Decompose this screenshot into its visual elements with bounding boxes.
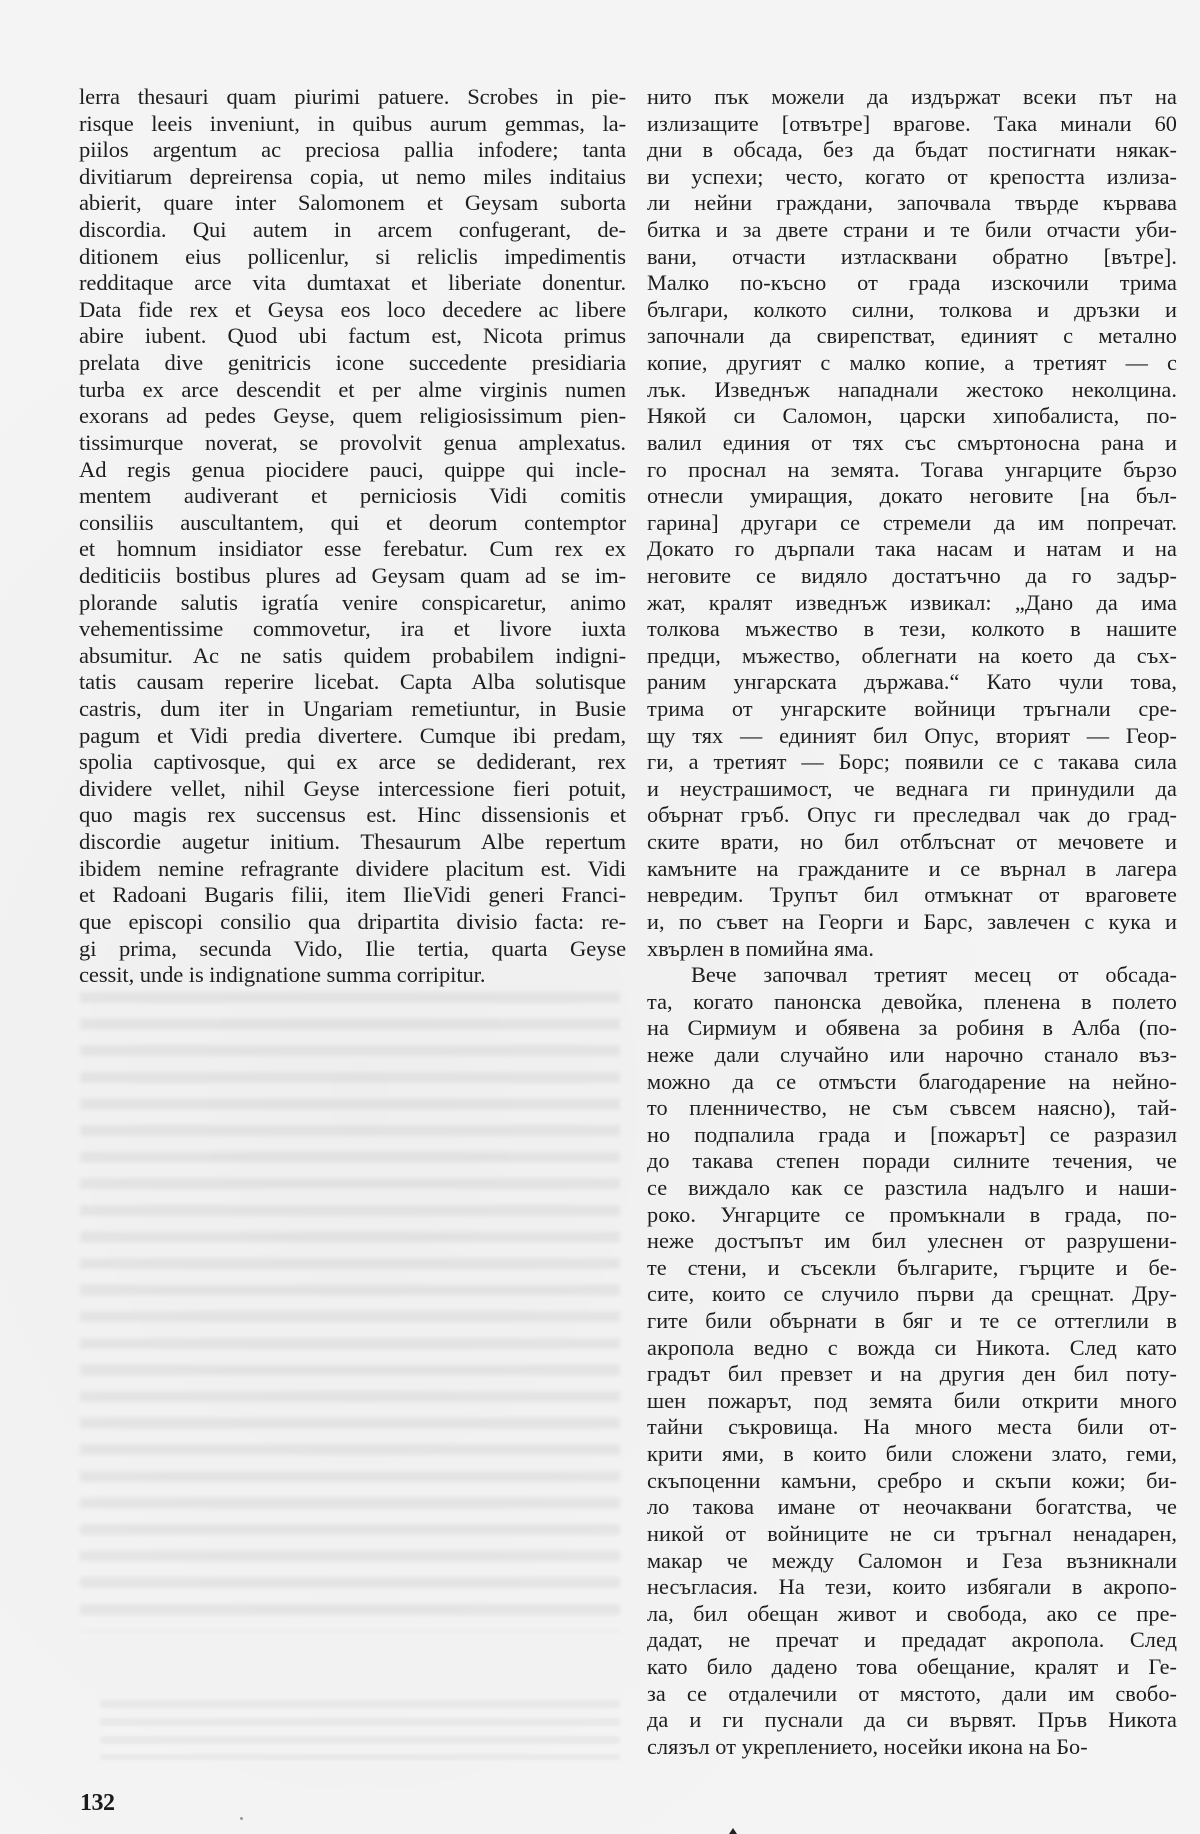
text-line: обърнат гръб. Опус ги преследвал чак до град-	[647, 802, 1177, 828]
text-line: piilos argentum ac preciosa pallia infodere; tanta	[79, 137, 626, 163]
text-line: abire iubent. Quod ubi factum est, Nicota primus	[79, 323, 626, 349]
text-line: градът бил превзет и на другия ден бил поту-	[647, 1361, 1177, 1387]
text-line: Data fide rex et Geysa eos loco decedere ac libere	[79, 296, 626, 322]
text-line: слязъл от укреплението, носейки икона на Бо-	[647, 1733, 1088, 1759]
text-line: absumitur. Ac ne satis quidem probabilem indigni-	[79, 642, 626, 668]
text-line: никой от войниците не си тръгнал ненадарен,	[647, 1520, 1177, 1546]
text-line: толкова мъжество в тези, колкото в нашите	[647, 616, 1177, 642]
text-line: отнесли умиращия, докато неговите [на бъл-	[647, 483, 1177, 509]
text-line: castris, dum iter in Ungariam remetiuntur, in Busie	[79, 696, 626, 722]
text-line: неговите се видяло достатъчно да го задър-	[647, 562, 1177, 588]
text-line: discordie augetur initium. Thesaurum Albe repertum	[79, 829, 626, 855]
text-line: et homnum insidiator esse ferebatur. Cum rex ex	[79, 536, 626, 562]
text-line: макар че между Саломон и Геза възникнали	[647, 1547, 1177, 1573]
text-line: акропола ведно с вожда си Никота. След като	[647, 1334, 1177, 1360]
text-line: Ad regis genua piocidere pauci, quippe qui incle-	[79, 456, 626, 482]
text-line: cessit, unde is indignatione summa corripitur.	[79, 962, 486, 988]
text-line: prelata dive genitricis icone succedente presidiaria	[79, 350, 626, 376]
text-line: и, по съвет на Георги и Барс, завлечен с кука и	[647, 908, 1177, 934]
text-line: тайни съкровища. На много места били от-	[647, 1414, 1177, 1440]
text-line: се виждало как се разстила надълго и наши-	[647, 1174, 1177, 1200]
text-line: го проснал на земята. Тогава унгарците бързо	[647, 456, 1177, 482]
bleed-through-text	[80, 992, 620, 1632]
text-line: българи, колкото силни, толкова и дръзки и	[647, 296, 1177, 322]
text-line: ги, а третият — Борс; появили се с такава сила	[647, 749, 1177, 775]
text-line: consiliis auscultantem, qui et deorum contemptor	[79, 509, 626, 535]
text-line: ibidem nemine refragrante dividere placitum est. Vidi	[79, 855, 626, 881]
text-line: щу тях — единият бил Опус, вторият — Геор-	[647, 722, 1177, 748]
text-line: лък. Изведнъж нападнали жестоко неколцина.	[647, 376, 1177, 402]
text-line: предци, мъжество, облегнати на което да съх-	[647, 642, 1177, 668]
text-line: но подпалила града и [пожарът] се разразил	[647, 1121, 1177, 1147]
bleed-through-footnotes	[100, 1700, 620, 1760]
text-line: започнали да свирепстват, единият с метално	[647, 323, 1177, 349]
text-line: да и ги пуснали да си вървят. Пръв Никота	[647, 1707, 1177, 1733]
text-line: vehementissime commovetur, ira et livore iuxta	[79, 616, 626, 642]
text-line: abierit, quare inter Salomonem et Geysam suborta	[79, 190, 626, 216]
text-line: ло такова имане от неочаквани богатства, че	[647, 1494, 1177, 1520]
text-line: Докато го дърпали така насам и натам и на	[647, 536, 1177, 562]
text-line: на Сирмиум и обявена за робиня в Алба (по-	[647, 1015, 1177, 1041]
scan-mark	[729, 1828, 737, 1834]
scan-speck	[240, 1817, 243, 1820]
text-line: роко. Унгарците се промъкнали в града, по-	[647, 1201, 1177, 1227]
text-line: Малко по-късно от града изскочили трима	[647, 270, 1177, 296]
text-line: та, когато панонска девойка, пленена в полето	[647, 988, 1177, 1014]
text-line: шен пожарът, под земята били открити много	[647, 1387, 1177, 1413]
text-line: като било дадено това обещание, кралят и Ге-	[647, 1653, 1177, 1679]
latin-text-column	[79, 84, 626, 989]
text-line: те стени, и съсекли българите, гърците и бе-	[647, 1254, 1177, 1280]
text-line: то пленничество, не съм съвсем наясно), тай-	[647, 1095, 1177, 1121]
text-line: скъпоценни камъни, сребро и скъпи кожи; би-	[647, 1467, 1177, 1493]
text-line: tatis causam reperire licebat. Capta Alba solutisque	[79, 669, 626, 695]
text-line: Някой си Саломон, царски хипобалиста, по-	[647, 403, 1177, 429]
text-line: несъгласия. На тези, които избягали в акропо-	[647, 1574, 1177, 1600]
text-line: quo magis rex succensus est. Hinc dissensionis et	[79, 802, 626, 828]
text-line: камъните на гражданите и се върнал в лагера	[647, 855, 1177, 881]
text-line: вани, отчасти изтласквани обратно [вътре].	[647, 243, 1177, 269]
text-line: turba ex arce descendit et per alme virginis numen	[79, 376, 626, 402]
text-line: risque leeis inveniunt, in quibus aurum gemmas, la-	[79, 110, 626, 136]
text-line: divitiarum depreirensa copia, ut nemo miles inditaius	[79, 163, 626, 189]
text-line: валил единия от тях със смъртоносна рана и	[647, 429, 1177, 455]
text-line: dividere vellet, nihil Geyse intercessione fieri potuit,	[79, 775, 626, 801]
text-line: Вече започвал третият месец от обсада-	[691, 962, 1177, 988]
text-line: до такава степен поради силните течения, че	[647, 1148, 1177, 1174]
text-line: крити ями, в които били сложени злато, геми,	[647, 1441, 1177, 1467]
text-line: ви успехи; често, когато от крепостта излиза-	[647, 163, 1177, 189]
text-line: копие, другият с малко копие, а третият — с	[647, 350, 1177, 376]
text-line: et Radoani Bugaris filii, item IlieVidi generi Franci-	[79, 882, 626, 908]
text-line: жат, кралят изведнъж извикал: „Дано да има	[647, 589, 1177, 615]
text-line: гарина] другари се стремели да им попречат.	[647, 509, 1177, 535]
text-line: раним унгарската държава.“ Като чули това,	[647, 669, 1177, 695]
text-line: ските врати, но бил отблъснат от мечовете и	[647, 829, 1177, 855]
text-line: tissimurque noverat, se provolvit genua amplexatus.	[79, 429, 626, 455]
text-line: неже достъпът им бил улеснен от разрушени-	[647, 1228, 1177, 1254]
text-line: lerra thesauri quam piurimi patuere. Scrobes in pie-	[79, 84, 626, 109]
text-line: plorande salutis igratía venire conspicaretur, animo	[79, 589, 626, 615]
text-line: redditaque arce vita dumtaxat et liberiate donentur.	[79, 270, 626, 296]
text-line: ла, бил обещан живот и свобода, ако се пре-	[647, 1600, 1177, 1626]
page-number: 132	[80, 1790, 115, 1816]
text-line: битка и за двете страни и те били отчасти уби-	[647, 217, 1177, 243]
bulgarian-text-column	[647, 84, 1177, 1760]
text-line: сите, които се случило първи да срещнат. Дру-	[647, 1281, 1177, 1307]
text-line: pagum et Vidi predia divertere. Cumque ibi predam,	[79, 722, 626, 748]
text-line: dediticiis bostibus plures ad Geysam quam ad se im-	[79, 562, 626, 588]
text-line: spolia captivosque, qui ex arce se dediderant, rex	[79, 749, 626, 775]
text-line: можно да се отмъсти благодарение на нейно-	[647, 1068, 1177, 1094]
text-line: и неустрашимост, че веднага ги принудили да	[647, 775, 1177, 801]
text-line: хвърлен в помийна яма.	[647, 935, 874, 961]
text-line: дадат, не пречат и предадат акропола. След	[647, 1627, 1177, 1653]
text-line: discordia. Qui autem in arcem confugerant, de-	[79, 217, 626, 243]
text-line: ditionem eius pollicenlur, si reliclis impedimentis	[79, 243, 626, 269]
text-line: mentem audiverant et perniciosis Vidi comitis	[79, 483, 626, 509]
text-line: гите били обърнати в бяг и те се оттеглили в	[647, 1308, 1177, 1334]
text-line: неже дали случайно или нарочно станало въз-	[647, 1041, 1177, 1067]
text-line: трима от унгарските войници тръгнали сре-	[647, 696, 1177, 722]
text-line: за се отдалечили от мястото, дали им свобо-	[647, 1680, 1177, 1706]
text-line: нито пък можели да издържат всеки път на	[647, 84, 1177, 109]
text-line: que episcopi consilio qua dripartita divisio facta: re-	[79, 908, 626, 934]
text-line: дни в обсада, без да бъдат постигнати някак-	[647, 137, 1177, 163]
text-line: exorans ad pedes Geyse, quem religiosissimum pien-	[79, 403, 626, 429]
text-line: невредим. Трупът бил отмъкнат от враговете	[647, 882, 1177, 908]
text-line: излизащите [отвътре] врагове. Така минали 60	[647, 110, 1177, 136]
text-line: ли нейни граждани, започвала твърде кървава	[647, 190, 1177, 216]
text-line: gi prima, secunda Vido, Ilie tertia, quarta Geyse	[79, 935, 626, 961]
